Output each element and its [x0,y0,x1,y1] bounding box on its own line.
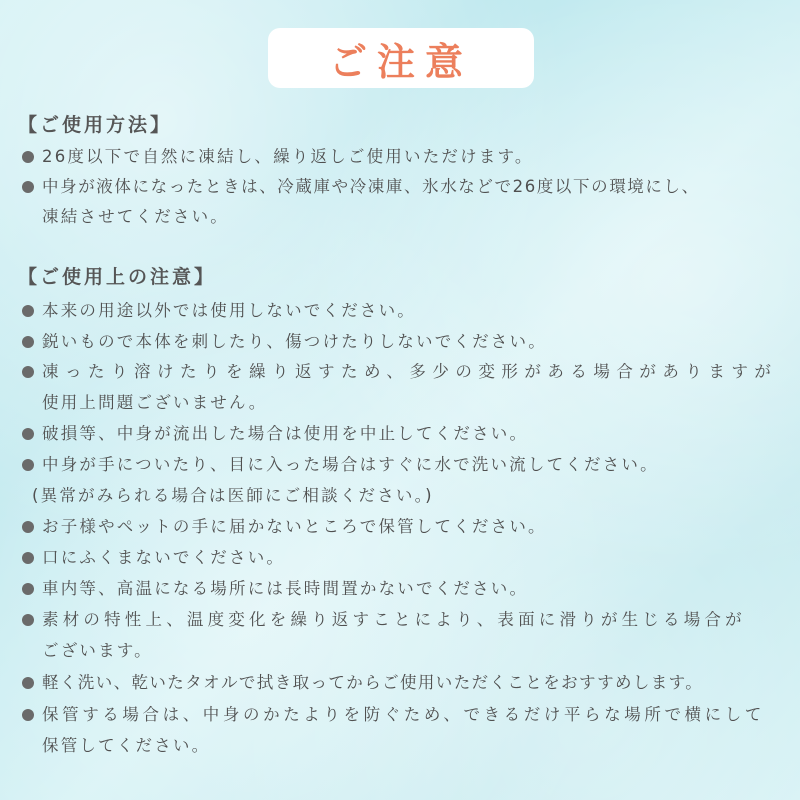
item-text: 軽く洗い、乾いたタオルで拭き取ってからご使用いただくことをおすすめします。 [42,673,704,692]
bullet-icon [22,366,34,378]
page-title: ご注意 [328,39,473,84]
list-item-continuation [22,636,786,666]
item-text: 口にふくまないでください。 [42,548,286,567]
bullet-icon [22,336,34,348]
item-text: 鋭いもので本体を刺したり、傷つけたりしないでください。 [42,332,547,351]
list-item [22,574,786,604]
list-item [22,543,786,573]
item-text: 保管する場合は、中身のかたよりを防ぐため、できるだけ平らな場所で横にして [42,705,765,724]
item-text: 本来の用途以外では使用しないでください。 [42,301,416,320]
bullet-icon [22,305,34,317]
list-item [22,327,786,357]
list-item-continuation [22,388,786,418]
list-item [22,172,786,202]
item-text: 中身が液体になったときは、冷蔵庫や冷凍庫、氷水などで26度以下の環境にし、 [42,177,700,196]
bullet-icon [22,459,34,471]
item-text: 保管してください。 [42,736,211,755]
item-text: ございます。 [42,641,153,660]
bullet-icon [22,614,34,626]
item-text: 破損等、中身が流出した場合は使用を中止してください。 [42,424,529,443]
item-text: 凍ったり溶けたりを繰り返すため、多少の変形がある場合がありますが [42,362,778,381]
item-text: 26度以下で自然に凍結し、繰り返しご使用いただけます。 [42,147,534,166]
item-text: 凍結させてください。 [42,207,229,226]
list-item-continuation [22,202,786,232]
bullet-icon [22,428,34,440]
list-item [22,357,786,387]
bullet-icon [22,521,34,533]
bullet-icon [22,151,34,163]
list-item-continuation [22,731,786,761]
bullet-icon [22,552,34,564]
item-text: (異常がみられる場合は医師にご相談ください。) [32,486,434,505]
list-item [22,512,786,542]
item-text: お子様やペットの手に届かないところで保管してください。 [42,517,547,536]
title-banner [268,28,534,88]
list-item [22,142,786,172]
item-text: 素材の特性上、温度変化を繰り返すことにより、表面に滑りが生じる場合が [42,610,746,629]
list-item [22,450,786,480]
list-item [22,605,786,635]
list-item [22,668,786,698]
list-item-note [22,481,786,511]
list-item [22,700,786,730]
section-heading-usage: 【ご使用方法】 [18,114,173,136]
bullet-icon [22,583,34,595]
section-heading-precautions: 【ご使用上の注意】 [18,266,217,288]
item-text: 中身が手についたり、目に入った場合はすぐに水で洗い流してください。 [42,455,659,474]
list-item [22,419,786,449]
item-text: 使用上問題ございません。 [42,393,268,412]
bullet-icon [22,181,34,193]
bullet-icon [22,677,34,689]
item-text: 車内等、高温になる場所には長時間置かないでください。 [42,579,529,598]
bullet-icon [22,709,34,721]
list-item [22,296,786,326]
